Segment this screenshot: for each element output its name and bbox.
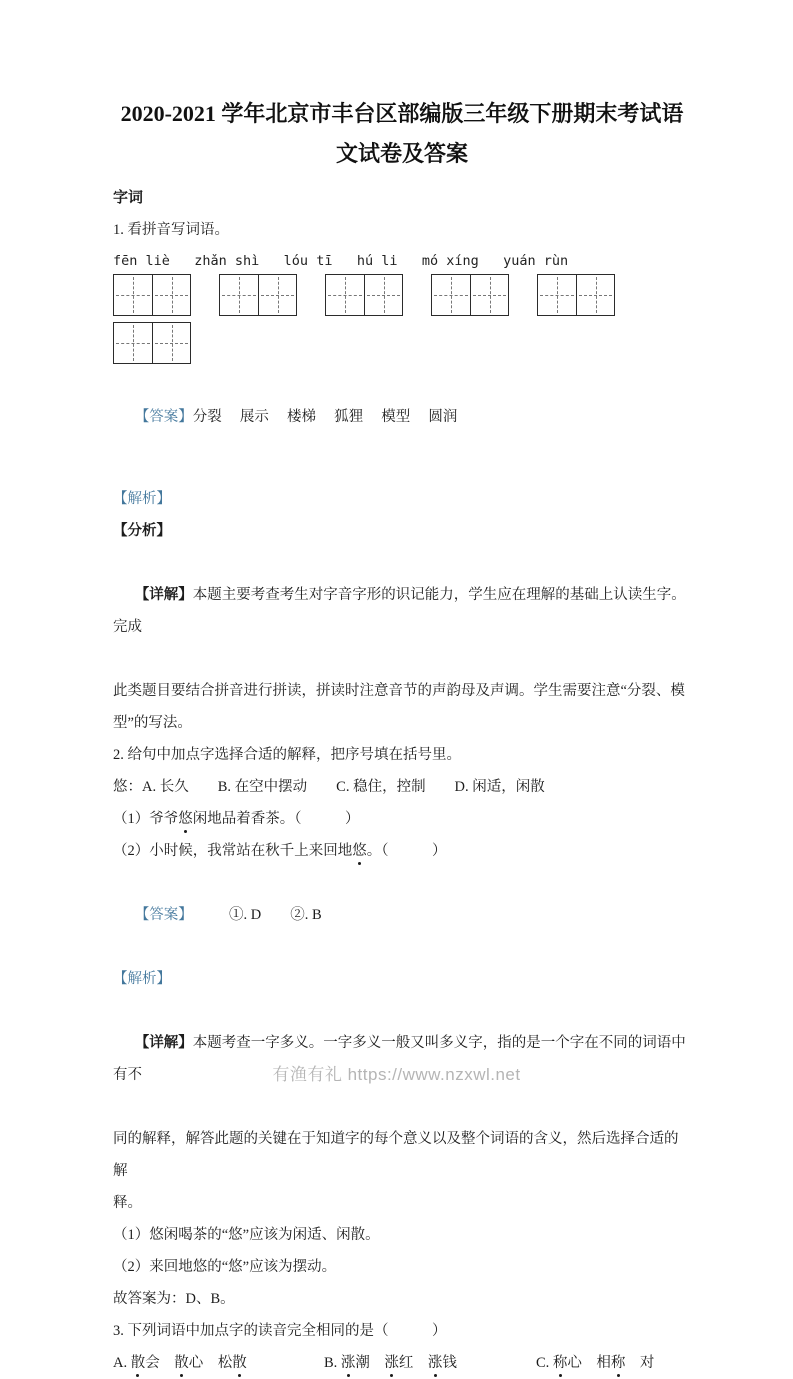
text-segment: 红 xyxy=(398,1355,428,1371)
emphasis-dotted-char: 称 xyxy=(611,1351,626,1372)
q2-answer-text: ①. D ②. B xyxy=(185,907,322,923)
writing-grid-cell xyxy=(152,275,190,315)
q2-stem: 2. 给句中加点字选择合适的解释，把序号填在括号里。 xyxy=(113,747,461,763)
text-segment: C. xyxy=(536,1355,553,1371)
text-segment: A. xyxy=(113,1355,131,1371)
text-segment: 对 xyxy=(625,1355,655,1371)
section-heading: 字词 xyxy=(113,190,144,206)
q2-meanings: 悠：A. 长久 B. 在空中摆动 C. 稳住，控制 D. 闲适，闲散 xyxy=(113,779,545,795)
text-segment: （2）小时候，我常站在秋千上来回地 xyxy=(113,843,353,859)
q1-stem: 1. 看拼音写词语。 xyxy=(113,222,229,238)
q1-answer-text: 分裂 展示 楼梯 狐狸 模型 圆润 xyxy=(192,409,458,425)
q2-explain-2: （2）来回地悠的“悠”应该为摆动。 xyxy=(113,1259,337,1275)
q2-answer-label: 【答案】 xyxy=(134,907,186,923)
q1-writing-grid-row2 xyxy=(113,322,691,365)
writing-grid-group xyxy=(537,274,615,316)
writing-grid-group xyxy=(325,274,403,316)
q2-explain-1: （1）悠闲喝茶的“悠”应该为闲适、闲散。 xyxy=(113,1227,380,1243)
q1-detail-line xyxy=(113,547,691,675)
q2-sentence-2 xyxy=(113,835,691,867)
writing-grid-cell xyxy=(114,323,152,363)
page-title-line2: 文试卷及答案 xyxy=(335,141,468,166)
site-watermark: 有渔有礼 https://www.nzxwl.net xyxy=(272,1065,521,1084)
q3-option-b xyxy=(324,1347,536,1379)
writing-grid-group xyxy=(431,274,509,316)
emphasis-dotted-char: 悠 xyxy=(352,839,367,860)
emphasis-dotted-char: 涨 xyxy=(384,1351,399,1372)
writing-grid-cell xyxy=(152,323,190,363)
q3-stem: 3. 下列词语中加点字的读音完全相同的是（ ） xyxy=(113,1323,447,1339)
writing-grid-cell xyxy=(220,275,258,315)
writing-grid-cell xyxy=(364,275,402,315)
text-segment: 潮 xyxy=(355,1355,385,1371)
q2-detail-line xyxy=(113,995,691,1123)
q1-answer-line xyxy=(113,369,691,465)
q1-detail-text: 本题主要考查考生对字音字形的识记能力，学生应在理解的基础上认读生字。完成 xyxy=(113,587,686,635)
writing-grid-group xyxy=(219,274,297,316)
emphasis-dotted-char: 散 xyxy=(174,1351,189,1372)
text-segment: B. xyxy=(324,1355,341,1371)
text-segment: 钱 xyxy=(442,1355,457,1371)
q2-detail-line: 同的解释，解答此题的关键在于知道字的每个意义以及整个词语的含义，然后选择合适的解 xyxy=(113,1131,679,1179)
q1-answer-label: 【答案】 xyxy=(134,409,193,425)
q1-fenxi-label: 【分析】 xyxy=(113,523,171,539)
q1-writing-grid-row1 xyxy=(113,274,691,317)
q2-jiexi-label: 【解析】 xyxy=(113,971,171,987)
text-segment: 。（ ） xyxy=(366,843,447,859)
q2-detail-line: 释。 xyxy=(113,1195,142,1211)
q1-detail-line: 此类题目要结合拼音进行拼读，拼读时注意音节的声韵母及声调。学生需要注意“分裂、模 xyxy=(113,683,685,699)
q2-answer-line xyxy=(113,867,691,963)
emphasis-dotted-char: 悠 xyxy=(178,807,193,828)
q2-conclusion: 故答案为：D、B。 xyxy=(113,1291,235,1307)
q2-detail-label: 【详解】 xyxy=(134,1035,193,1051)
q3-option-c xyxy=(536,1347,691,1379)
text-segment: 心 松 xyxy=(188,1355,233,1371)
q3-options-row xyxy=(113,1347,691,1379)
emphasis-dotted-char: 散 xyxy=(232,1351,247,1372)
q1-pinyin-row: fēn liè zhǎn shì lóu tī hú li mó xíng yuán rùn xyxy=(113,253,569,269)
text-segment: 心 相 xyxy=(567,1355,611,1371)
emphasis-dotted-char: 称 xyxy=(553,1351,568,1372)
writing-grid-group xyxy=(113,274,191,316)
emphasis-dotted-char: 涨 xyxy=(428,1351,443,1372)
q1-detail-line: 型”的写法。 xyxy=(113,715,192,731)
writing-grid-cell xyxy=(114,275,152,315)
writing-grid-cell xyxy=(470,275,508,315)
writing-grid-cell xyxy=(432,275,470,315)
text-segment: （1）爷爷 xyxy=(113,811,179,827)
writing-grid-cell xyxy=(258,275,296,315)
page-content xyxy=(113,0,691,1379)
q2-sentence-1 xyxy=(113,803,691,835)
page-title xyxy=(113,94,691,174)
page-title-line1: 2020-2021 学年北京市丰台区部编版三年级下册期末考试语 xyxy=(120,101,684,126)
q1-jiexi-label: 【解析】 xyxy=(113,491,171,507)
writing-grid-cell xyxy=(538,275,576,315)
writing-grid-cell xyxy=(326,275,364,315)
text-segment: 会 xyxy=(145,1355,175,1371)
emphasis-dotted-char: 涨 xyxy=(341,1351,356,1372)
q3-option-a xyxy=(113,1347,324,1379)
q2-detail-text: 本题考查一字多义。一字多义一般又叫多义字，指的是一个字在不同的词语中有不 xyxy=(113,1035,686,1083)
writing-grid-group xyxy=(113,322,191,364)
emphasis-dotted-char: 散 xyxy=(131,1351,146,1372)
writing-grid-cell xyxy=(576,275,614,315)
text-segment: 闲地品着香茶。（ ） xyxy=(192,811,360,827)
q1-detail-label: 【详解】 xyxy=(134,587,193,603)
